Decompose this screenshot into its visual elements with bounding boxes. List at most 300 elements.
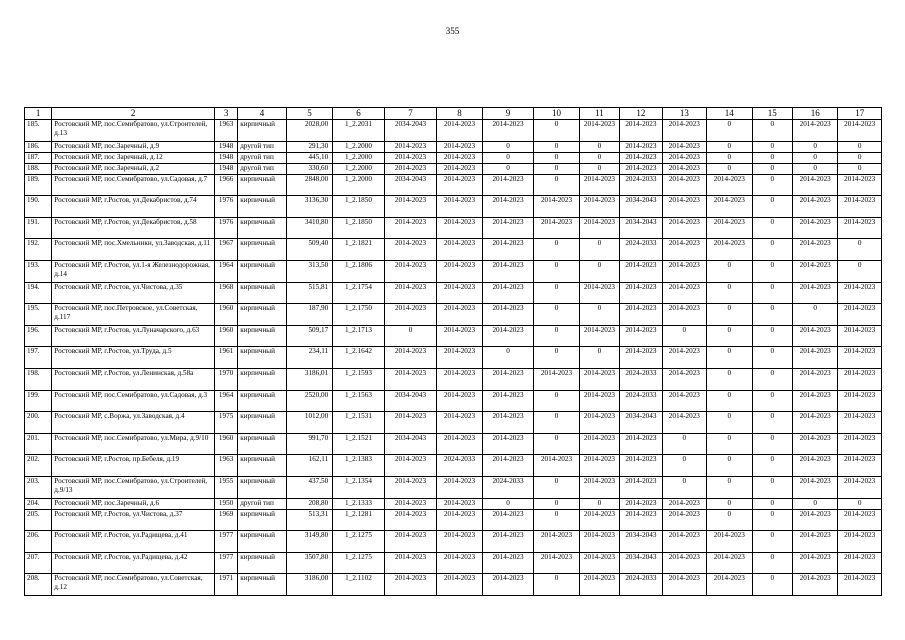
table-cell: другой тип — [238, 152, 287, 163]
table-cell: 2014-2023 — [662, 552, 706, 574]
table-cell: 1_2.1281 — [333, 509, 385, 531]
table-cell: 202. — [25, 455, 52, 477]
table-cell: 206. — [25, 531, 52, 553]
table-cell: 2034-2043 — [384, 390, 437, 412]
table-cell: 0 — [482, 152, 534, 163]
table-cell: 2014-2023 — [662, 196, 706, 218]
table-cell: 2014-2023 — [792, 455, 837, 477]
table-cell: 2014-2023 — [838, 412, 882, 434]
column-header: 7 — [384, 108, 437, 120]
table-cell: 0 — [752, 347, 792, 369]
table-cell: 0 — [707, 476, 752, 498]
table-cell: 1_2.1821 — [333, 239, 385, 261]
table-cell: 2014-2023 — [437, 282, 482, 304]
table-cell: 1_2.1275 — [333, 531, 385, 553]
table-cell: 186. — [25, 141, 52, 152]
table-cell: 189. — [25, 174, 52, 196]
table-cell: кирпичный — [238, 347, 287, 369]
table-cell: 0 — [707, 120, 752, 142]
table-cell: 2014-2023 — [534, 455, 579, 477]
table-cell: 2014-2023 — [482, 390, 534, 412]
table-cell: 2014-2023 — [620, 455, 662, 477]
table-cell: 0 — [707, 412, 752, 434]
table-cell: 0 — [707, 455, 752, 477]
table-cell: 2014-2023 — [579, 120, 619, 142]
table-cell: 2014-2023 — [482, 282, 534, 304]
table-cell: 0 — [534, 574, 579, 596]
table-cell: кирпичный — [238, 239, 287, 261]
table-cell: 2014-2023 — [437, 390, 482, 412]
table-cell: кирпичный — [238, 260, 287, 282]
table-cell: 0 — [838, 260, 882, 282]
table-cell: 2014-2023 — [662, 217, 706, 239]
table-cell: 2014-2023 — [792, 574, 837, 596]
table-cell: 2014-2023 — [482, 531, 534, 553]
column-header: 8 — [437, 108, 482, 120]
table-cell: 0 — [579, 498, 619, 509]
table-cell: 0 — [662, 433, 706, 455]
table-cell: 2014-2023 — [384, 498, 437, 509]
table-cell: 2014-2023 — [792, 433, 837, 455]
table-cell: 1977 — [214, 531, 237, 553]
table-row — [25, 574, 882, 596]
table-cell: 2014-2023 — [437, 347, 482, 369]
table-cell: 2014-2023 — [662, 163, 706, 174]
table-cell: 0 — [707, 347, 752, 369]
table-cell: 187. — [25, 152, 52, 163]
table-cell: 2848,00 — [286, 174, 332, 196]
address-cell: Ростовский МР, пос.Семибратово, ул.Мира, д.9/10 — [52, 433, 215, 455]
table-cell: 0 — [838, 152, 882, 163]
address-cell: Ростовский МР, пос Заречный, д.12 — [52, 152, 215, 163]
table-cell: 0 — [752, 476, 792, 498]
table-cell: 2014-2023 — [437, 120, 482, 142]
table-cell: 2014-2023 — [482, 174, 534, 196]
table-cell: 0 — [752, 260, 792, 282]
table-cell: 1964 — [214, 390, 237, 412]
table-cell: 1_2.1754 — [333, 282, 385, 304]
table-cell: 2014-2023 — [384, 260, 437, 282]
table-cell: 2024-2033 — [437, 455, 482, 477]
column-header: 16 — [792, 108, 837, 120]
table-cell: кирпичный — [238, 120, 287, 142]
table-cell: 1955 — [214, 476, 237, 498]
address-cell: Ростовский МР, г.Ростов, ул.Луначарского, д.63 — [52, 325, 215, 347]
table-cell: 2014-2023 — [662, 509, 706, 531]
address-cell: Ростовский МР, г.Ростов, ул.Декабристов, д.58 — [52, 217, 215, 239]
table-cell: 2014-2023 — [662, 498, 706, 509]
table-cell: 0 — [838, 239, 882, 261]
table-cell: 2014-2023 — [792, 368, 837, 390]
table-cell: 205. — [25, 509, 52, 531]
table-cell: 2014-2023 — [534, 217, 579, 239]
table-cell: 2014-2023 — [620, 498, 662, 509]
table-cell: 2024-2033 — [620, 390, 662, 412]
address-cell: Ростовский МР, г.Ростов, ул.Декабристов, д.74 — [52, 196, 215, 218]
table-cell: 2014-2023 — [437, 498, 482, 509]
table-cell: 0 — [792, 141, 837, 152]
table-cell: 2014-2023 — [662, 282, 706, 304]
table-cell: 291,30 — [286, 141, 332, 152]
column-header: 13 — [662, 108, 706, 120]
table-cell: 0 — [534, 260, 579, 282]
table-cell: 2014-2023 — [482, 368, 534, 390]
table-row — [25, 152, 882, 163]
table-cell: 2014-2023 — [534, 196, 579, 218]
table-cell: 0 — [752, 455, 792, 477]
column-header: 9 — [482, 108, 534, 120]
table-row — [25, 163, 882, 174]
table-cell: 1948 — [214, 141, 237, 152]
table-cell: 0 — [707, 163, 752, 174]
table-cell: 2014-2023 — [792, 390, 837, 412]
table-cell: 2014-2023 — [838, 531, 882, 553]
table-cell: 1971 — [214, 574, 237, 596]
table-cell: 0 — [752, 368, 792, 390]
table-cell: кирпичный — [238, 509, 287, 531]
table-cell: 2014-2023 — [792, 239, 837, 261]
table-cell: 0 — [792, 498, 837, 509]
table-cell: 2014-2023 — [579, 390, 619, 412]
table-cell: 2014-2023 — [792, 325, 837, 347]
table-cell: 0 — [534, 120, 579, 142]
table-cell: 2014-2023 — [707, 239, 752, 261]
table-cell: 2014-2023 — [792, 174, 837, 196]
table-cell: 2014-2023 — [620, 282, 662, 304]
table-cell: 1_2.1563 — [333, 390, 385, 412]
address-cell: Ростовский МР, г.Ростов, ул.Труда, д.5 — [52, 347, 215, 369]
column-header: 15 — [752, 108, 792, 120]
table-cell: 2034-2043 — [620, 196, 662, 218]
table-cell: 2024-2033 — [620, 368, 662, 390]
table-row — [25, 260, 882, 282]
table-cell: 2014-2023 — [482, 217, 534, 239]
table-cell: 0 — [534, 141, 579, 152]
table-cell: 2520,00 — [286, 390, 332, 412]
table-cell: 2014-2023 — [534, 552, 579, 574]
column-header: 17 — [838, 108, 882, 120]
table-cell: 2014-2023 — [482, 412, 534, 434]
table-cell: 2014-2023 — [579, 531, 619, 553]
table-cell: 2014-2023 — [579, 196, 619, 218]
address-cell: Ростовский МР, пос.Семибратово, ул.Советская, д.12 — [52, 574, 215, 596]
table-cell: 1948 — [214, 163, 237, 174]
table-cell: 0 — [707, 304, 752, 326]
table-row — [25, 509, 882, 531]
table-cell: 2034-2043 — [384, 174, 437, 196]
table-cell: 1950 — [214, 498, 237, 509]
table-cell: 0 — [752, 282, 792, 304]
table-cell: 187,90 — [286, 304, 332, 326]
table-cell: 0 — [707, 260, 752, 282]
table-cell: 1_2.1275 — [333, 552, 385, 574]
table-cell: 0 — [534, 325, 579, 347]
table-cell: 1_2.1642 — [333, 347, 385, 369]
table-cell: 2014-2023 — [662, 174, 706, 196]
table-cell: 2014-2023 — [620, 141, 662, 152]
table-cell: 2014-2023 — [792, 217, 837, 239]
table-cell: 1_2.2000 — [333, 152, 385, 163]
table-cell: кирпичный — [238, 476, 287, 498]
table-cell: 0 — [482, 141, 534, 152]
housing-register-table — [24, 107, 882, 596]
table-cell: 2014-2023 — [384, 163, 437, 174]
table-cell: 1961 — [214, 347, 237, 369]
table-cell: 0 — [534, 163, 579, 174]
table-cell: 2014-2023 — [482, 574, 534, 596]
table-cell: 0 — [752, 509, 792, 531]
table-cell: 0 — [707, 282, 752, 304]
table-cell: 3410,80 — [286, 217, 332, 239]
table-cell: 0 — [752, 120, 792, 142]
table-row — [25, 217, 882, 239]
table-cell: 0 — [792, 304, 837, 326]
table-cell: 2014-2023 — [579, 217, 619, 239]
table-cell: 208. — [25, 574, 52, 596]
table-cell: 2014-2023 — [384, 476, 437, 498]
table-cell: 0 — [752, 196, 792, 218]
table-cell: 0 — [534, 304, 579, 326]
table-cell: 0 — [482, 498, 534, 509]
table-cell: 0 — [752, 304, 792, 326]
table-cell: кирпичный — [238, 304, 287, 326]
table-cell: 2014-2023 — [662, 141, 706, 152]
table-cell: 2014-2023 — [662, 574, 706, 596]
table-row — [25, 282, 882, 304]
table-cell: 0 — [579, 304, 619, 326]
table-cell: 2014-2023 — [838, 574, 882, 596]
table-cell: 0 — [707, 368, 752, 390]
table-cell: кирпичный — [238, 196, 287, 218]
table-cell: 2014-2023 — [384, 509, 437, 531]
table-cell: 2014-2023 — [662, 368, 706, 390]
table-cell: 2014-2023 — [384, 531, 437, 553]
table-cell: 0 — [838, 498, 882, 509]
table-cell: 0 — [838, 163, 882, 174]
table-cell: 207. — [25, 552, 52, 574]
table-cell: кирпичный — [238, 433, 287, 455]
table-cell: 2034-2043 — [620, 412, 662, 434]
address-cell: Ростовский МР, пос.Семибратово, ул.Садовая, д.3 — [52, 390, 215, 412]
table-row — [25, 455, 882, 477]
table-cell: 0 — [752, 239, 792, 261]
table-cell: 2014-2023 — [838, 476, 882, 498]
table-cell: 0 — [752, 531, 792, 553]
address-cell: Ростовский МР, пос.Заречный, д.6 — [52, 498, 215, 509]
table-cell: 0 — [752, 174, 792, 196]
table-cell: 2014-2023 — [838, 196, 882, 218]
table-cell: 190. — [25, 196, 52, 218]
table-cell: 162,11 — [286, 455, 332, 477]
table-cell: 1_2.1806 — [333, 260, 385, 282]
table-cell: 2014-2023 — [792, 347, 837, 369]
table-cell: 2014-2023 — [579, 455, 619, 477]
table-cell: 2014-2023 — [838, 217, 882, 239]
table-cell: 2024-2033 — [482, 476, 534, 498]
table-cell: 0 — [792, 163, 837, 174]
table-cell: 2014-2023 — [482, 196, 534, 218]
table-row — [25, 325, 882, 347]
address-cell: Ростовский МР, г.Ростов, ул.Ленинская, д.58а — [52, 368, 215, 390]
table-cell: кирпичный — [238, 368, 287, 390]
table-cell: 194. — [25, 282, 52, 304]
page-number: 355 — [445, 26, 460, 36]
table-cell: 191. — [25, 217, 52, 239]
column-header: 2 — [52, 108, 215, 120]
table-cell: 2014-2023 — [437, 433, 482, 455]
table-cell: 2014-2023 — [437, 196, 482, 218]
table-cell: 1960 — [214, 304, 237, 326]
table-cell: 2014-2023 — [838, 509, 882, 531]
table-cell: 0 — [534, 476, 579, 498]
table-cell: 1975 — [214, 412, 237, 434]
table-cell: 2014-2023 — [384, 282, 437, 304]
table-cell: 208,80 — [286, 498, 332, 509]
table-cell: 0 — [752, 152, 792, 163]
table-cell: 2014-2023 — [620, 433, 662, 455]
table-cell: 2014-2023 — [384, 552, 437, 574]
table-cell: 0 — [534, 347, 579, 369]
table-cell: 188. — [25, 163, 52, 174]
table-cell: 1963 — [214, 455, 237, 477]
table-cell: 445,10 — [286, 152, 332, 163]
table-cell: 2014-2023 — [482, 552, 534, 574]
table-cell: 2014-2023 — [620, 347, 662, 369]
table-cell: 3507,80 — [286, 552, 332, 574]
table-cell: 0 — [579, 163, 619, 174]
table-cell: 330,60 — [286, 163, 332, 174]
address-cell: Ростовский МР, пос.Петровское, ул.Советская, д.117 — [52, 304, 215, 326]
table-cell: 2014-2023 — [792, 509, 837, 531]
table-cell: 1_2.1333 — [333, 498, 385, 509]
table-cell: 2014-2023 — [482, 304, 534, 326]
table-cell: 2014-2023 — [579, 574, 619, 596]
table-cell: 2014-2023 — [482, 509, 534, 531]
column-header: 10 — [534, 108, 579, 120]
table-cell: 0 — [534, 282, 579, 304]
table-cell: 2014-2023 — [792, 260, 837, 282]
table-cell: 2034-2043 — [620, 531, 662, 553]
table-row — [25, 174, 882, 196]
address-cell: Ростовский МР, пос.Семибратово, ул.Строителей, д.9/13 — [52, 476, 215, 498]
table-cell: 0 — [707, 509, 752, 531]
table-cell: 2014-2023 — [838, 433, 882, 455]
table-cell: 515,81 — [286, 282, 332, 304]
table-cell: другой тип — [238, 141, 287, 152]
table-cell: 2014-2023 — [384, 239, 437, 261]
table-cell: 2014-2023 — [579, 174, 619, 196]
table-cell: 2014-2023 — [838, 304, 882, 326]
table-cell: кирпичный — [238, 217, 287, 239]
table-cell: 2014-2023 — [662, 152, 706, 163]
table-cell: 1_2.1531 — [333, 412, 385, 434]
table-cell: 2014-2023 — [384, 368, 437, 390]
table-cell: 2014-2023 — [437, 152, 482, 163]
table-cell: 1_2.2000 — [333, 163, 385, 174]
table-cell: 234,11 — [286, 347, 332, 369]
table-cell: 2034-2043 — [620, 552, 662, 574]
table-cell: 2014-2023 — [534, 368, 579, 390]
table-row — [25, 304, 882, 326]
table-cell: 1967 — [214, 239, 237, 261]
table-cell: 2014-2023 — [384, 141, 437, 152]
table-cell: 2014-2023 — [662, 120, 706, 142]
table-cell: 2014-2023 — [620, 304, 662, 326]
table-cell: 201. — [25, 433, 52, 455]
table-row — [25, 552, 882, 574]
table-cell: 0 — [752, 163, 792, 174]
table-cell: 1969 — [214, 509, 237, 531]
table-cell: 3149,80 — [286, 531, 332, 553]
table-cell: 2014-2023 — [384, 217, 437, 239]
table-cell: 2014-2023 — [437, 304, 482, 326]
table-cell: 0 — [707, 433, 752, 455]
table-cell: 437,50 — [286, 476, 332, 498]
address-cell: Ростовский МР, пос.Семибратово, ул.Строителей, д.13 — [52, 120, 215, 142]
table-cell: 2014-2023 — [838, 174, 882, 196]
table-row — [25, 120, 882, 142]
table-cell: 0 — [579, 152, 619, 163]
table-cell: 0 — [482, 347, 534, 369]
table-cell: 1_2.2000 — [333, 141, 385, 152]
table-cell: 0 — [752, 433, 792, 455]
table-cell: 991,70 — [286, 433, 332, 455]
table-cell: 199. — [25, 390, 52, 412]
table-cell: 2014-2023 — [384, 455, 437, 477]
table-cell: 2014-2023 — [437, 239, 482, 261]
table-cell: 513,31 — [286, 509, 332, 531]
table-row — [25, 390, 882, 412]
table-cell: 0 — [752, 325, 792, 347]
table-row — [25, 347, 882, 369]
table-cell: 2014-2023 — [579, 368, 619, 390]
table-cell: 2014-2023 — [482, 120, 534, 142]
address-cell: Ростовский МР, г.Ростов, ул.1-я Железнодорожная, д.14 — [52, 260, 215, 282]
table-cell: 2014-2023 — [838, 347, 882, 369]
column-header: 4 — [238, 108, 287, 120]
table-cell: 1960 — [214, 433, 237, 455]
table-cell: 2014-2023 — [707, 552, 752, 574]
table-cell: 2014-2023 — [792, 412, 837, 434]
table-cell: 1012,00 — [286, 412, 332, 434]
table-cell: 509,17 — [286, 325, 332, 347]
table-cell: 2014-2023 — [437, 509, 482, 531]
table-cell: 0 — [534, 498, 579, 509]
table-cell: 2014-2023 — [437, 260, 482, 282]
address-cell: Ростовский МР, пос.Хмельники, ул.Заводская, д.11 — [52, 239, 215, 261]
table-row — [25, 433, 882, 455]
table-cell: 0 — [752, 552, 792, 574]
table-cell: 193. — [25, 260, 52, 282]
table-cell: кирпичный — [238, 574, 287, 596]
table-cell: 2014-2023 — [437, 552, 482, 574]
table-cell: 192. — [25, 239, 52, 261]
table-cell: 0 — [707, 152, 752, 163]
table-cell: 2014-2023 — [482, 433, 534, 455]
table-cell: 0 — [662, 325, 706, 347]
table-cell: 1976 — [214, 196, 237, 218]
table-cell: 2024-2033 — [620, 239, 662, 261]
table-cell: 0 — [752, 141, 792, 152]
table-cell: 2034-2043 — [384, 433, 437, 455]
table-cell: 1966 — [214, 174, 237, 196]
table-row — [25, 412, 882, 434]
table-cell: 1960 — [214, 325, 237, 347]
table-cell: 2014-2023 — [579, 325, 619, 347]
table-cell: 1_2.1850 — [333, 196, 385, 218]
table-cell: 1_2.1850 — [333, 217, 385, 239]
table-cell: 2014-2023 — [792, 196, 837, 218]
